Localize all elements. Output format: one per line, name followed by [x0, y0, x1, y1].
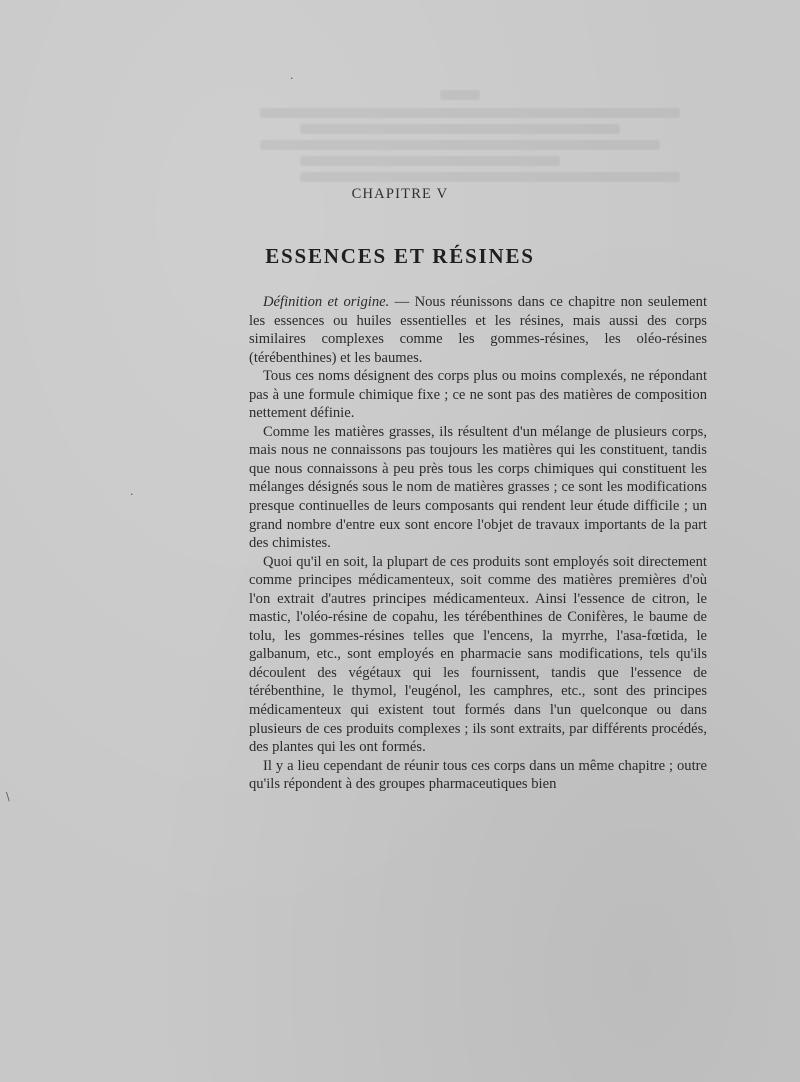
show-through-line — [300, 124, 620, 134]
paragraph — [249, 293, 707, 367]
chapter-title: ESSENCES ET RÉSINES — [265, 244, 535, 268]
body-text — [249, 293, 707, 794]
show-through-line — [260, 108, 680, 118]
paragraph-text: Il y a lieu cependant de réunir tous ces corps dans un même chapitre ; outre qu'ils répondent à des groupes pharmaceutiques bien — [249, 757, 707, 793]
paragraph-text: Tous ces noms désignent des corps plus ou moins complexés, ne répondant pas à une formule chimique fixe ; ce ne sont pas des matières de composition nettement définie. — [249, 368, 707, 422]
paragraph-text: — Nous réunissons dans ce chapitre non seulement les essences ou huiles essentielles et les résines, mais aussi des corps similaires complexes comme les gommes-résines, les oléo-résines (térébenthines) et les baumes. — [249, 294, 707, 366]
paragraph — [249, 757, 707, 794]
paragraph — [249, 423, 707, 553]
show-through-line — [300, 172, 680, 182]
paragraph-lead: Définition et origine. — [263, 294, 390, 310]
show-through-text — [0, 78, 800, 198]
show-through-line — [260, 140, 660, 150]
paragraph — [249, 367, 707, 423]
speck-mark: · — [130, 488, 134, 501]
paragraph-text: Quoi qu'il en soit, la plupart de ces produits sont employés soit directement comme principes médicamenteux, soit comme des matières premières d'où l'on extrait d'autres principes médicamenteux. Ainsi l'essence de citron, le mastic, l'oléo-résine de copahu, les térébenthines de Conifères, le baume de tolu, les gommes-résines telles que l'encens, la myrrhe, l'asa-fœtida, le galbanum, etc., sont employés en pharmacie sans modifications, tels qu'ils découlent des végétaux qui les fournissent, tandis que l'essence de térébenthine, le thymol, l'eugénol, les camphres, etc., sont des principes médicamenteux qui existent tout formés dans l'un quelconque ou dans plusieurs de ces produits complexes ; ils sont extraits, par différents procédés, des plantes qui les ont formés. — [249, 553, 707, 756]
show-through-line — [440, 90, 480, 100]
speck-mark: · — [290, 72, 294, 85]
show-through-line — [300, 156, 560, 166]
chapter-heading: CHAPITRE V — [351, 186, 449, 202]
speck-mark: \ — [6, 790, 10, 803]
paragraph-text: Comme les matières grasses, ils résultent d'un mélange de plusieurs corps, mais nous ne connaissons pas toujours les matières qui les constituent, tandis que nous connaissons à peu près tous les corps chimiques qui constituent les mélanges désignés sous le nom de matières grasses ; ce sont les modifications presque continuelles de leurs composants qui rendent leur étude difficile ; un grand nombre d'entre eux sont encore l'objet de travaux importants de la part des chimistes. — [249, 423, 707, 552]
paragraph — [249, 553, 707, 757]
